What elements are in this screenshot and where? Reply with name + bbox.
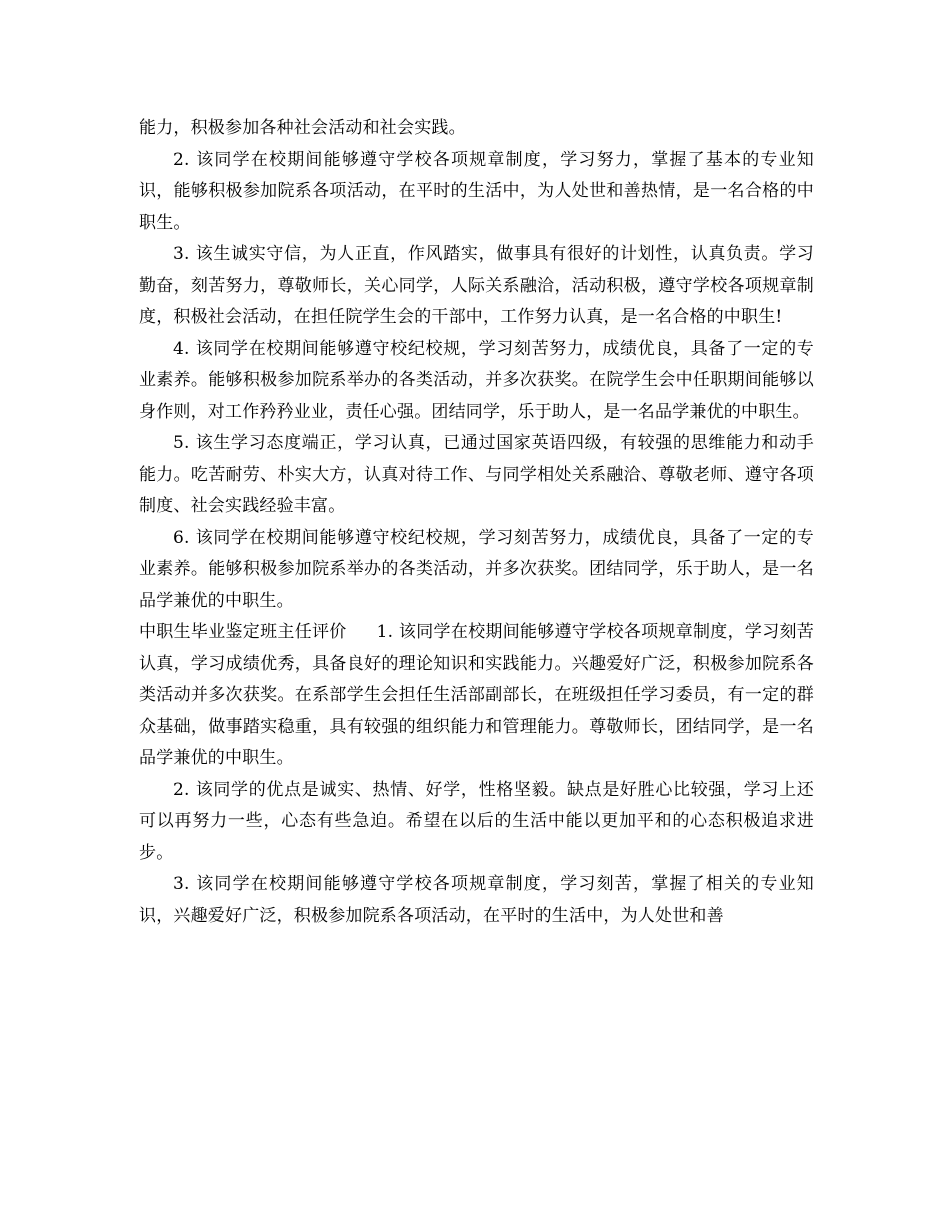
section-title: 中职生毕业鉴定班主任评价 [139,622,347,642]
paragraph-item-2: 2. 该同学在校期间能够遵守学校各项规章制度，学习努力，掌握了基本的专业知识，能够积极参加院系各项活动，在平时的生活中，为人处世和善热情，是一名合格的中职生。 [139,149,814,233]
section-item-3: 3. 该同学在校期间能够遵守学校各项规章制度，学习刻苦，掌握了相关的专业知识，兴趣爱好广泛，积极参加院系各项活动，在平时的生活中，为人处世和善 [139,874,814,926]
paragraph-item-6: 6. 该同学在校期间能够遵守校纪校规，学习刻苦努力，成绩优良，具备了一定的专业素养。能够积极参加院系举办的各类活动，并多次获奖。团结同学，乐于助人，是一名品学兼优的中职生。 [139,527,814,611]
paragraph-item-5: 5. 该生学习态度端正，学习认真，已通过国家英语四级，有较强的思维能力和动手能力。吃苦耐劳、朴实大方，认真对待工作、与同学相处关系融洽、尊敬老师、遵守各项制度、社会实践经验丰富。 [139,433,814,516]
section-item-2: 2. 该同学的优点是诚实、热情、好学，性格坚毅。缺点是好胜心比较强，学习上还可以再努力一些，心态有些急迫。希望在以后的生活中能以更加平和的心态积极追求进步。 [139,779,814,863]
section-paragraph [139,617,814,775]
section-item-1-text: 1. 该同学在校期间能够遵守学校各项规章制度，学习刻苦认真，学习成绩优秀，具备良好的理论知识和实践能力。兴趣爱好广泛，积极参加院系各类活动并多次获奖。在系部学生会担任生活部副部长，在班级担任学习委员，有一定的群众基础，做事踏实稳重，具有较强的组织能力和管理能力。尊敬师长，团结同学，是一名品学兼优的中职生。 [139,622,814,768]
paragraph-item-4: 4. 该同学在校期间能够遵守校纪校规，学习刻苦努力，成绩优良，具备了一定的专业素养。能够积极参加院系举办的各类活动，并多次获奖。在院学生会中任职期间能够以身作则，对工作矜矜业业，责任心强。团结同学，乐于助人，是一名品学兼优的中职生。 [139,338,814,422]
paragraph-item-3: 3. 该生诚实守信，为人正直，作风踏实，做事具有很好的计划性，认真负责。学习勤奋，刻苦努力，尊敬师长，关心同学，人际关系融洽，活动积极，遵守学校各项规章制度，积极社会活动，在担任院学生会的干部中，工作努力认真，是一名合格的中职生! [139,244,814,327]
paragraph-continuation: 能力，积极参加各种社会活动和社会实践。 [139,118,466,138]
document-body [139,113,814,932]
